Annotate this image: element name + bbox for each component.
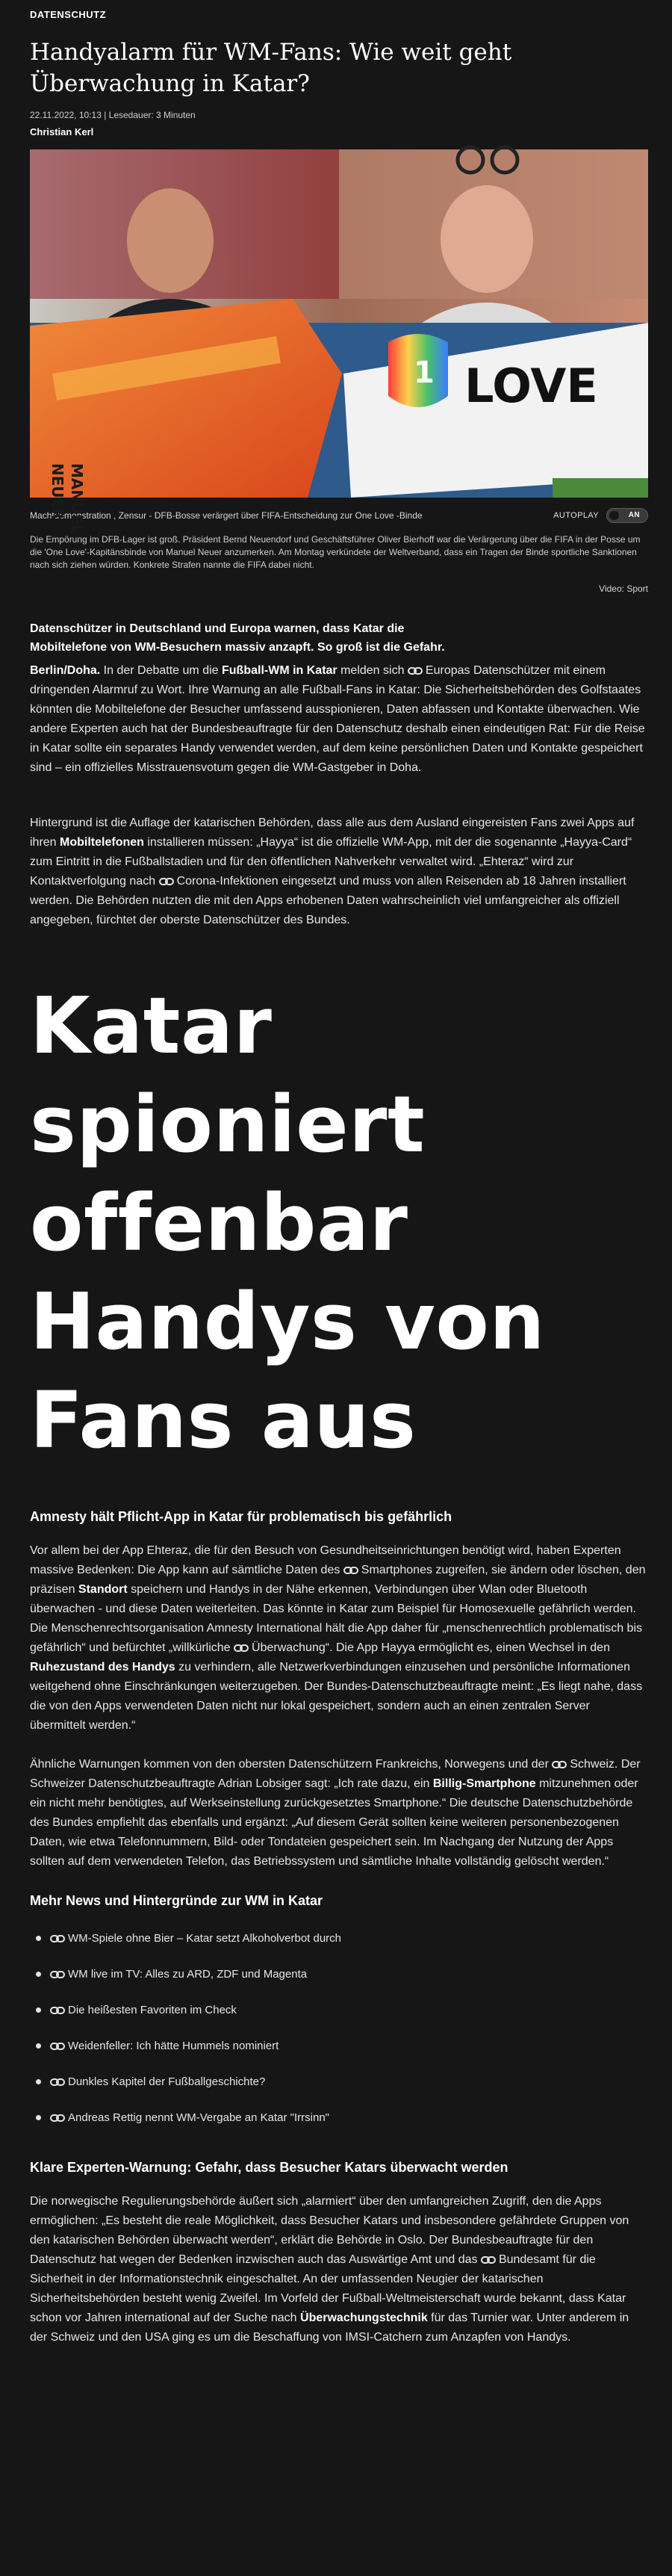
autoplay-label: AUTOPLAY <box>553 511 599 520</box>
list-item[interactable] <box>30 1963 648 1986</box>
link-icon <box>234 1644 249 1653</box>
pitch-grass <box>553 478 648 498</box>
text-run: Bundesamt für die Sicherheit in der Informationstechnik eingeschaltet. An der umfassenden Neugier der katarischen Sicherheitsbehörden besteht wenig Zweifel. Im Vorfeld der Fußball-Weltmeisterschaft wurde bekannt, dass Katar schon vor Jahren international auf der Suche nach <box>30 2253 626 2324</box>
bullet-icon <box>36 2007 41 2013</box>
text-run: Die norwegische Regulierungsbehörde äußert sich „alarmiert“ über den umfangreichen Zugriff, den die Apps ermöglichen: „Es besteht die reale Möglichkeit, dass Besucher Katars und insbesondere gefährdete Gruppen von den katarischen Behörden überwacht werden“, erklärt die Behörde in Oslo. Der Bundesbeauftragte für den Datenschutz hat wegen der Bedenken inzwischen auch das Auswärtige Amt und das <box>30 2195 629 2266</box>
list-item[interactable] <box>30 2106 648 2129</box>
link-ueberwachungstechnik[interactable]: Überwachungstechnik <box>300 2312 428 2324</box>
link-icon <box>50 2042 65 2051</box>
list-item[interactable] <box>30 1927 648 1950</box>
link-icon-wrap <box>50 1970 65 1979</box>
autoplay-control[interactable] <box>553 508 648 523</box>
link-icon-wrap <box>50 2042 65 2051</box>
text-run: Corona-Infektionen eingesetzt und muss von allen Reisenden ab 18 Jahren installiert werden. Die Behörden nutzten die mit den Apps erhobenen Daten wahrscheinlich viel umfangreicher als offiziell angegeben, fürchtet der oberste Datenschützer des Bundes. <box>30 875 626 926</box>
link-bundesamt[interactable] <box>481 2255 496 2264</box>
bullet-icon <box>36 2115 41 2120</box>
autoplay-toggle[interactable] <box>606 508 648 523</box>
article-kicker: DATENSCHUTZ <box>30 9 107 20</box>
bullet-icon <box>36 1936 41 1941</box>
news-link[interactable]: Dunkles Kapitel der Fußballgeschichte? <box>68 2075 266 2088</box>
link-icon <box>481 2255 496 2264</box>
link-mobiltelefone[interactable]: Mobiltelefonen <box>60 836 144 849</box>
text-run: In der Debatte um die <box>100 664 222 677</box>
video-source: Video: Sport <box>599 583 648 594</box>
text-run: mitzunehmen oder ein nicht mehr benötigtes, auf Werkseinstellung zurückgesetztes Smartphone.“ Die deutsche Datenschutzbehörde des Bundes empfiehlt das ebenfalls und ergänzt: „Auf diesem Gerät sollten keine weiteren personenbezogenen Daten, wie etwa Telefonnummern, Bild- oder Tondateien gespeichert sein. Im Nachgang der Nutzung der Apps sollten auf dem verwendeten Telefon, das Betriebssystem und sämtliche Inhalte vollständig gelöscht werden.“ <box>30 1777 638 1868</box>
article-meta: 22.11.2022, 10:13 | Lesedauer: 3 Minuten <box>30 110 196 120</box>
link-icon <box>50 1970 65 1979</box>
link-icon-wrap <box>50 1934 65 1943</box>
link-billig-smartphone[interactable]: Billig-Smartphone <box>432 1777 536 1790</box>
link-europa[interactable] <box>408 666 423 675</box>
video-caption: Machtdemonstration , Zensur - DFB-Bosse verärgert über FIFA-Entscheidung zur One Love -Binde <box>30 510 423 521</box>
armband-number: 1 <box>414 356 435 390</box>
link-icon-wrap <box>50 2114 65 2123</box>
video-description: Die Empörung im DFB-Lager ist groß. Präsident Bernd Neuendorf und Geschäftsführer Oliver Bierhoff war die Verärgerung über die FIFA in der Posse um die 'One Love'-Kapitänsbinde von Manuel Neuer anzumerken. Am Montag verkündete der Weltverband, dass ein Tragen der Binde sportliche Sanktionen nach sich ziehen würden. Konkrete Strafen nannte die FIFA dabei nicht. <box>30 534 641 570</box>
link-icon <box>552 1760 567 1769</box>
paragraph-2 <box>30 814 648 930</box>
bullet-icon <box>36 2079 41 2084</box>
link-fussball-wm[interactable]: Fußball-WM in Katar <box>222 664 337 677</box>
glove-text-manuel: MANUEL <box>68 463 86 534</box>
link-icon <box>50 2078 65 2087</box>
text-run: Smartphones zugreifen, sie ändern oder löschen, den präzisen <box>30 1564 646 1596</box>
paragraph-1 <box>30 661 648 778</box>
pull-quote: Katar spioniert offenbar Handys von Fans aus <box>30 980 545 1466</box>
bullet-icon <box>36 2043 41 2049</box>
paragraph-3 <box>30 1541 648 1736</box>
text-run: Ähnliche Warnungen kommen von den obersten Datenschützern Frankreichs, Norwegens und der <box>30 1758 553 1771</box>
list-item[interactable] <box>30 2070 648 2093</box>
article-body <box>30 619 648 2347</box>
autoplay-state: AN <box>628 511 640 519</box>
text-run: für das Turnier war. Unter anderem in der Schweiz und den USA ging es um die Beschaffung von IMSI-Catchern zum Anzapfen von Handys. <box>30 2312 629 2344</box>
toggle-knob <box>609 511 619 520</box>
link-standort[interactable]: Standort <box>78 1583 128 1596</box>
bullet-icon <box>36 1972 41 1977</box>
link-corona[interactable] <box>159 877 174 886</box>
link-icon <box>50 1934 65 1943</box>
text-run: Überwachung“. Die App Hayya ermöglicht es, einen Wechsel in den <box>252 1641 610 1654</box>
text-run: Europas Datenschützer mit einem dringenden Alarmruf zu Wort. Ihre Warnung an alle Fußball-Fans in Katar: Die Sicherheitsbehörden des Golfstaates könnten die Mobiltelefone der Besucher umfassend ausspionieren, Daten abfassen und Kontakte überwachen. Wie andere Experten auch hat der Bundesbeauftragte für den Datenschutz deshalb einen eindeutigen Rat: Für die Reise in Katar sollte ein separates Handy verwendet werden, auf dem keine persönlichen Daten und Kontakte gespeichert sind – ein offizielles Misstrauensvotum gegen die WM-Gastgeber in Doha. <box>30 664 645 774</box>
person-right-head <box>441 185 533 293</box>
article-title: Handyalarm für WM-Fans: Wie weit geht Überwachung in Katar? <box>30 39 512 97</box>
person-left-head <box>127 188 214 293</box>
paragraph-4 <box>30 1755 648 1871</box>
link-icon <box>50 2006 65 2015</box>
armband-text: LOVE <box>464 359 598 413</box>
link-smartphones[interactable] <box>343 1566 358 1575</box>
link-ueberwachung[interactable] <box>234 1644 249 1653</box>
paragraph-5 <box>30 2192 648 2347</box>
text-run: speichern und Handys in der Nähe erkennen, Verbindungen über Wlan oder Bluetooth überwachen - und diese Daten weiterleiten. Das könnte in Katar zum Beispiel für Homosexuelle gefährlich werden. Die Menschenrechtsorganisation Amnesty International hält die App daher für „menschenrechtlich problematisch bis gefährlich“ und befürchtet „willkürliche <box>30 1583 642 1654</box>
dateline: Berlin/Doha. <box>30 664 101 677</box>
text-run: installieren müssen: „Hayya“ ist die offizielle WM-App, mit der die sogenannte „Hayya-Card“ zum Eintritt in die Fußballstadien und für den öffentlichen Nahverkehr verwaltet wird. „Ehteraz“ wird zur Kontaktverfolgung nach <box>30 836 632 888</box>
article-author[interactable]: Christian Kerl <box>30 126 94 137</box>
section-heading-amnesty: Amnesty hält Pflicht-App in Katar für problematisch bis gefährlich <box>30 1509 452 1524</box>
link-icon <box>50 2114 65 2123</box>
glove-text-neuer: NEUER <box>49 463 66 520</box>
news-link[interactable]: WM live im TV: Alles zu ARD, ZDF und Magenta <box>68 1968 308 1981</box>
link-icon <box>343 1566 358 1575</box>
text-run: Schweiz. Der Schweizer Datenschutzbeauftragte Adrian Lobsiger sagt: „Ich rate dazu, ein <box>30 1758 641 1790</box>
news-link[interactable]: WM-Spiele ohne Bier – Katar setzt Alkoholverbot durch <box>68 1932 342 1945</box>
more-news-list <box>30 1927 648 2129</box>
list-item[interactable] <box>30 2034 648 2058</box>
news-link[interactable]: Die heißesten Favoriten im Check <box>68 2004 237 2016</box>
news-link[interactable]: Weidenfeller: Ich hätte Hummels nominiert <box>68 2040 279 2052</box>
link-schweiz[interactable] <box>552 1760 567 1769</box>
article-lead: Datenschützer in Deutschland und Europa warnen, dass Katar die Mobiltelefone von WM-Besuchern massiv anzapft. So groß ist die Gefahr. <box>30 622 445 654</box>
news-link[interactable]: Andreas Rettig nennt WM-Vergabe an Katar "Irrsinn" <box>68 2111 329 2124</box>
link-ruhezustand[interactable]: Ruhezustand des Handys <box>30 1661 175 1674</box>
text-run: Hintergrund ist die Auflage der katarischen Behörden, dass alle aus dem Ausland eingereisten Fans zwei Apps auf ihren <box>30 817 635 849</box>
text-run: Vor allem bei der App Ehteraz, die für den Besuch von Gesundheitseinrichtungen benötigt wird, haben Experten massive Bedenken: Die App kann auf sämtliche Daten des <box>30 1544 621 1576</box>
list-item[interactable] <box>30 1998 648 2022</box>
link-icon <box>159 877 174 886</box>
text-run: melden sich <box>337 664 408 677</box>
text-run: zu verhindern, alle Netzwerkverbindungen einzusehen und persönliche Informationen weitgehend ohne Einschränkungen weiterzugeben. Der Bundes-Datenschutzbeauftragte meint: „Es liegt nahe, dass die von den Apps verwendeten Daten nicht nur lokal gespeichert, sondern auch an einen zentralen Server übermittelt werden.“ <box>30 1661 643 1732</box>
link-icon-wrap <box>50 2078 65 2087</box>
section-heading-more-news: Mehr News und Hintergründe zur WM in Katar <box>30 1893 323 1908</box>
section-heading-warnung: Klare Experten-Warnung: Gefahr, dass Besucher Katars überwacht werden <box>30 2160 508 2175</box>
link-icon-wrap <box>50 2006 65 2015</box>
link-icon <box>408 666 423 675</box>
